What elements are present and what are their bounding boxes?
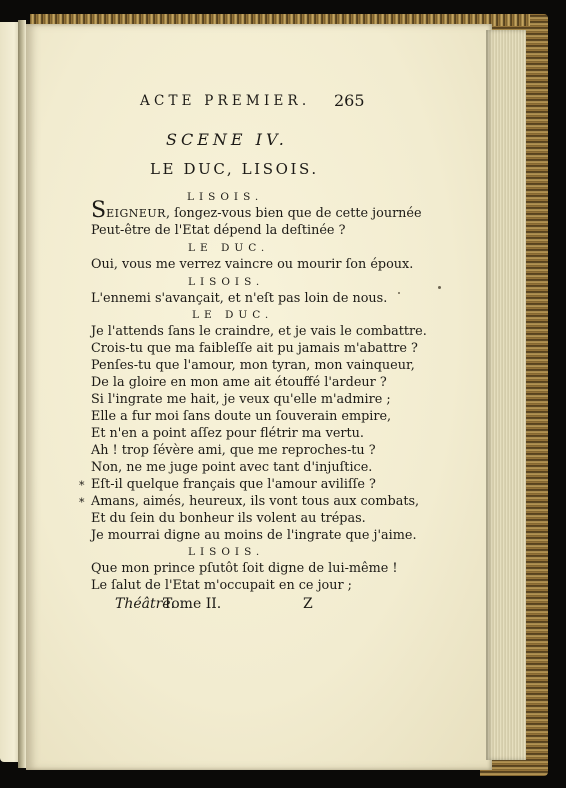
verse-line: Eſt-il quelque français que l'amour aviliſſe ?: [91, 477, 376, 492]
footnote-marker: *: [79, 479, 85, 492]
footnote-marker: *: [79, 496, 85, 509]
paper-spot: [398, 292, 400, 294]
drop-cap: S: [91, 198, 107, 223]
verse-line: Crois-tu que ma faibleſſe ait pu jamais m'abattre ?: [91, 341, 418, 356]
speaker-name: LISOIS.: [188, 546, 265, 558]
footer-volume: Tome II.: [163, 596, 222, 612]
verse-line: L'ennemi s'avançait, et n'eſt pas loin de nous.: [91, 291, 388, 306]
left-page-edge: [0, 22, 20, 762]
page-stack: [486, 30, 526, 760]
running-header: ACTE PREMIER.: [140, 93, 311, 109]
scene-heading: SCENE IV.: [166, 130, 288, 149]
paper-spot: [438, 286, 441, 289]
speaker-name: LISOIS.: [187, 191, 264, 203]
verse-line: Oui, vous me verrez vaincre ou mourir ſon époux.: [91, 257, 414, 272]
verse-line: Je l'attends ſans le craindre, et je vais le combattre.: [91, 324, 427, 339]
verse-line: Amans, aimés, heureux, ils vont tous aux combats,: [91, 494, 420, 509]
verse-text: , ſongez-vous bien que de cette journée: [165, 206, 422, 221]
verse-line: Si l'ingrate me hait, je veux qu'elle m'admire ;: [91, 392, 391, 407]
book-gutter: [18, 20, 26, 768]
verse-line: Le ſalut de l'Etat m'occupait en ce jour ;: [91, 578, 352, 593]
verse-line: Non, ne me juge point avec tant d'injuſtice.: [91, 460, 373, 475]
page-number: 265: [334, 91, 365, 110]
small-caps: EIGNEUR: [106, 207, 166, 220]
verse-line: Penſes-tu que l'amour, mon tyran, mon vainqueur,: [91, 358, 415, 373]
verse-line: Je mourrai digne au moins de l'ingrate que j'aime.: [91, 528, 417, 543]
verse-line: De la gloire en mon ame ait étouffé l'ardeur ?: [91, 375, 387, 390]
speaker-name: LE DUC.: [188, 242, 270, 254]
scene-characters: LE DUC, LISOIS.: [150, 160, 319, 178]
verse-line: Elle a fur moi ſans doute un ſouverain empire,: [91, 409, 392, 424]
footer-book-title: Théâtre.: [115, 596, 176, 612]
verse-line: Ah ! trop ſévère ami, que me reproches-tu ?: [91, 443, 376, 458]
verse-line: Peut-être de l'Etat dépend la deſtinée ?: [91, 223, 346, 238]
verse-line: Et n'en a point aſſez pour flétrir ma vertu.: [91, 426, 364, 441]
verse-line: Et du ſein du bonheur ils volent au trépas.: [91, 511, 366, 526]
speaker-name: LE DUC.: [192, 309, 274, 321]
verse-line: Que mon prince pſutôt ſoit digne de lui-même !: [91, 561, 398, 576]
verse-line: [91, 200, 422, 222]
signature-mark: Z: [303, 596, 313, 612]
speaker-name: LISOIS.: [188, 276, 265, 288]
